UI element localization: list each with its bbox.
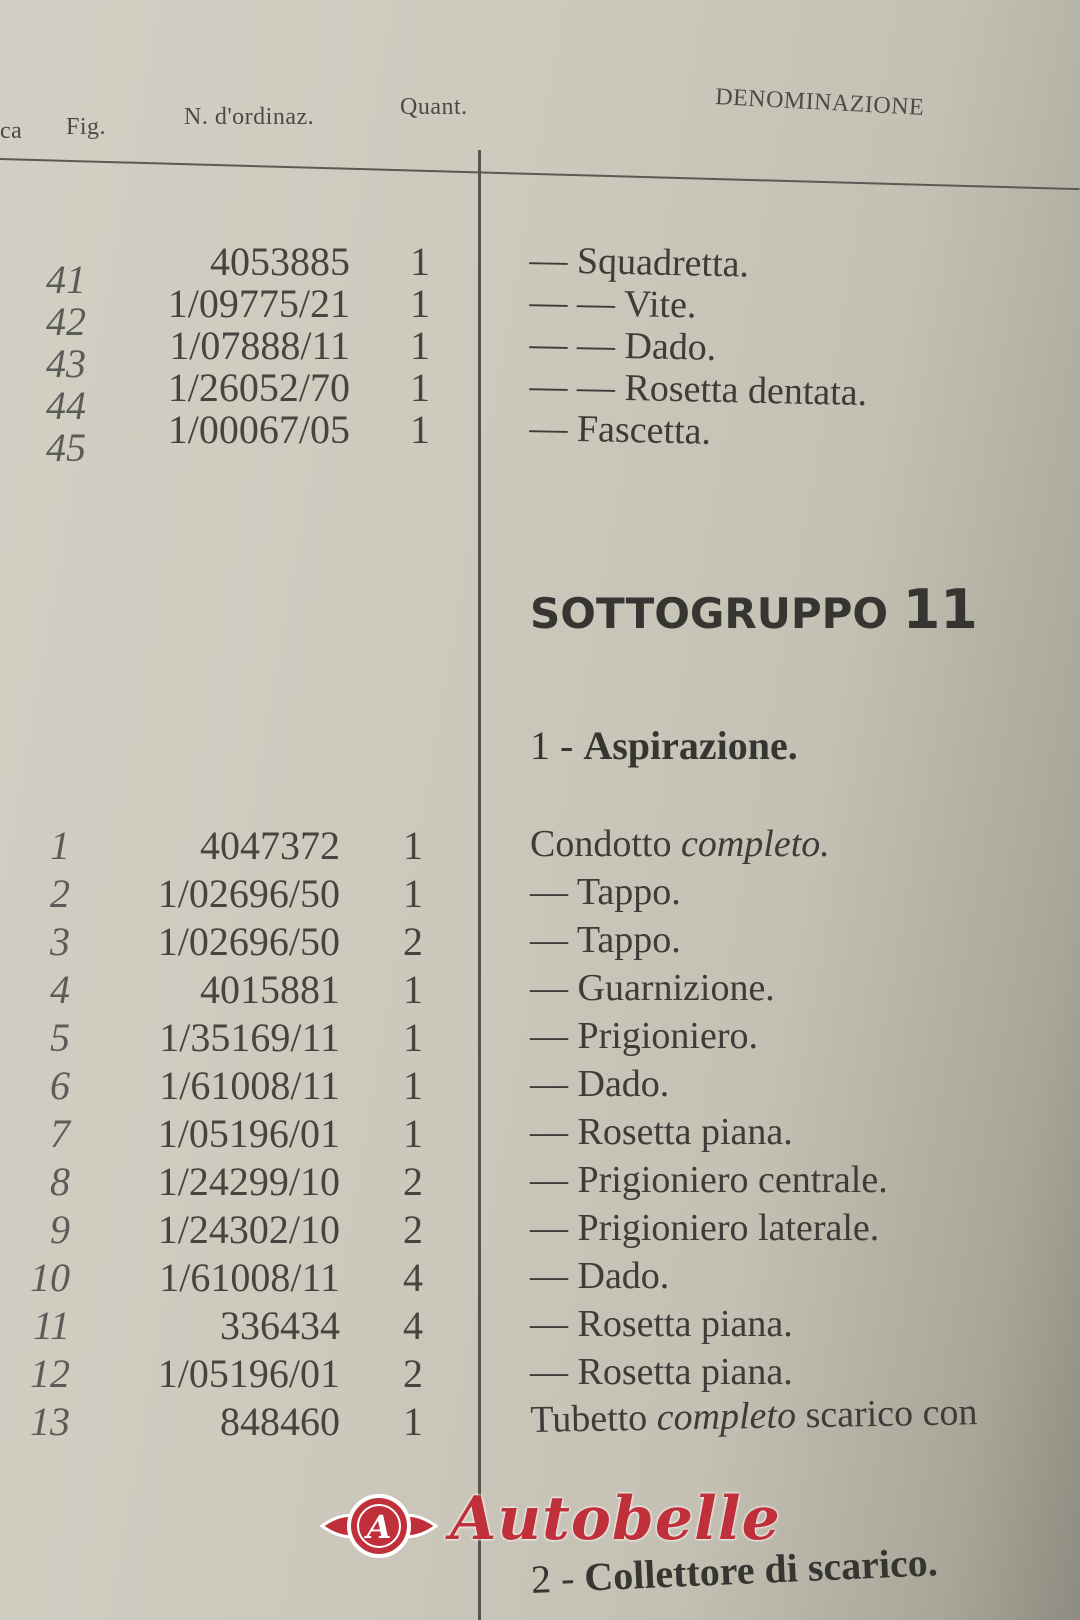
order-number: 1/61008/11	[159, 1063, 340, 1108]
order-number: 1/02696/50	[157, 871, 340, 916]
order-number: 1/24302/10	[157, 1207, 340, 1252]
order-number: 4053885	[210, 239, 350, 284]
fig-number: 41	[46, 257, 86, 302]
table-row	[0, 870, 1080, 916]
order-number: 1/35169/11	[159, 1015, 340, 1060]
description: — Fascetta.	[529, 406, 712, 453]
description: — Dado.	[530, 1063, 670, 1105]
quantity: 2	[403, 1351, 423, 1396]
quantity: 2	[403, 1159, 423, 1204]
description-text: Tubetto	[530, 1396, 648, 1441]
order-number: 1/09775/21	[167, 281, 350, 326]
order-number: 336434	[220, 1303, 340, 1348]
description: — Tappo.	[530, 919, 681, 961]
subsection-1-heading	[530, 722, 798, 769]
header-col-quantity: Quant.	[400, 94, 468, 120]
fig-number: 6	[50, 1063, 70, 1108]
table-row	[0, 406, 1080, 470]
quantity: 1	[403, 1111, 423, 1156]
description: — Rosetta piana.	[530, 1303, 793, 1345]
quantity: 2	[403, 1207, 423, 1252]
fig-number: 45	[46, 425, 86, 470]
quantity: 1	[410, 239, 430, 284]
order-number: 1/00067/05	[167, 407, 350, 452]
fig-number: 43	[46, 341, 86, 386]
description-italic: completo	[656, 1394, 797, 1439]
table-row	[0, 364, 1080, 428]
section-title-text: SOTTOGRUPPO	[530, 589, 889, 638]
quantity: 1	[403, 967, 423, 1012]
quantity: 4	[403, 1303, 423, 1348]
autobelle-emblem-icon	[314, 1480, 444, 1572]
subsection-2-number: 2 -	[530, 1555, 576, 1602]
quantity: 1	[403, 1015, 423, 1060]
table-row	[0, 822, 1080, 868]
fig-number: 8	[50, 1159, 70, 1204]
fig-number: 3	[50, 919, 70, 964]
quantity: 1	[410, 323, 430, 368]
description: — Prigioniero laterale.	[530, 1207, 880, 1249]
description: — Prigioniero centrale.	[530, 1159, 888, 1201]
table-row	[0, 1350, 1080, 1396]
table-row	[0, 322, 1080, 386]
table-row	[0, 1062, 1080, 1108]
table-row	[0, 1254, 1080, 1300]
description: — — Vite.	[529, 280, 697, 327]
description: — Dado.	[530, 1255, 670, 1297]
quantity: 1	[410, 407, 430, 452]
quantity: 1	[403, 823, 423, 868]
quantity: 1	[410, 281, 430, 326]
order-number: 4047372	[200, 823, 340, 868]
table-row	[0, 918, 1080, 964]
order-number: 1/02696/50	[157, 919, 340, 964]
header-col-denomination: DENOMINAZIONE	[714, 84, 925, 121]
quantity: 4	[403, 1255, 423, 1300]
order-number: 4015881	[200, 967, 340, 1012]
header-col-fig: Fig.	[66, 114, 107, 140]
fig-number: 11	[32, 1303, 70, 1348]
subsection-1-title: Aspirazione.	[583, 723, 798, 768]
description-italic: completo.	[680, 823, 830, 865]
fig-number: 44	[46, 383, 86, 428]
fig-number: 5	[50, 1015, 70, 1060]
header-col-ca: ca	[0, 118, 23, 144]
quantity: 2	[403, 919, 423, 964]
table-row	[0, 1302, 1080, 1348]
section-number: 11	[902, 578, 978, 641]
description: — Rosetta piana.	[530, 1351, 793, 1393]
description: — Squadretta.	[529, 238, 750, 286]
table-row	[0, 1206, 1080, 1252]
description: — — Rosetta dentata.	[529, 364, 868, 415]
subsection-2-title: Collettore di scarico.	[583, 1539, 939, 1600]
fig-number: 1	[50, 823, 70, 868]
description: — Rosetta piana.	[530, 1111, 793, 1153]
description-text: Condotto	[530, 823, 672, 865]
header-divider	[0, 158, 1080, 190]
quantity: 1	[403, 871, 423, 916]
table-row	[0, 1391, 1080, 1444]
description: — — Dado.	[529, 322, 717, 369]
quantity: 1	[410, 365, 430, 410]
order-number: 1/26052/70	[167, 365, 350, 410]
quantity: 1	[403, 1399, 423, 1444]
description	[530, 822, 830, 866]
order-number: 1/05196/01	[157, 1111, 340, 1156]
fig-number: 7	[50, 1111, 70, 1156]
table-row	[0, 238, 1080, 302]
header-col-order-number: N. d'ordinaz.	[184, 104, 315, 130]
order-number: 1/07888/11	[169, 323, 350, 368]
fig-number: 2	[50, 871, 70, 916]
order-number: 1/24299/10	[157, 1159, 340, 1204]
table-row	[0, 280, 1080, 344]
order-number: 848460	[220, 1399, 340, 1444]
table-row	[0, 1014, 1080, 1060]
table-row	[0, 966, 1080, 1012]
description	[530, 1390, 978, 1442]
fig-number: 10	[30, 1255, 70, 1300]
fig-number: 4	[50, 967, 70, 1012]
fig-number: 9	[50, 1207, 70, 1252]
section-title	[530, 578, 978, 641]
description-tail: scarico con	[805, 1391, 978, 1437]
autobelle-wordmark: Autobelle	[450, 1484, 781, 1554]
subsection-1-number: 1 -	[530, 723, 574, 768]
quantity: 1	[403, 1063, 423, 1108]
fig-number: 13	[30, 1399, 70, 1444]
table-row	[0, 1158, 1080, 1204]
table-row	[0, 1110, 1080, 1156]
emblem-letter: A	[366, 1508, 392, 1546]
order-number: 1/05196/01	[157, 1351, 340, 1396]
description: — Tappo.	[530, 871, 681, 913]
description: — Guarnizione.	[530, 967, 775, 1009]
order-number: 1/61008/11	[159, 1255, 340, 1300]
fig-number: 12	[30, 1351, 70, 1396]
fig-number: 42	[46, 299, 86, 344]
description: — Prigioniero.	[530, 1015, 758, 1057]
